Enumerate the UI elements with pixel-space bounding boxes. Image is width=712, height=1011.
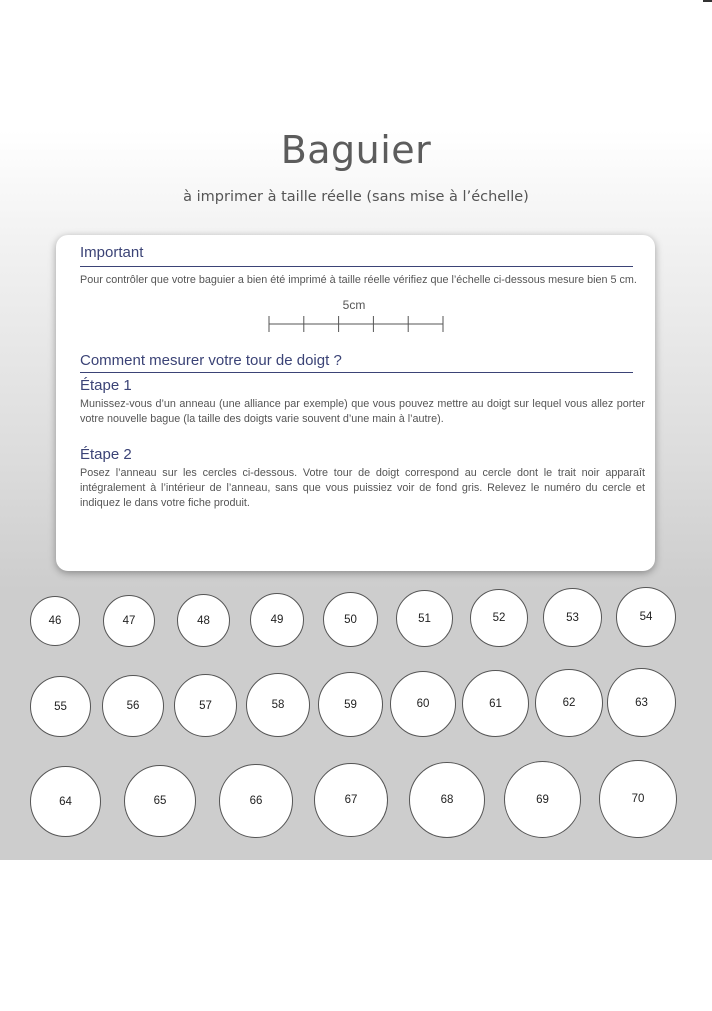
ring-size-circle: 50 (323, 592, 378, 647)
ring-size-circle: 51 (396, 590, 453, 647)
important-divider (80, 266, 633, 267)
scale-bar (268, 315, 444, 333)
ring-size-circle: 60 (390, 671, 456, 737)
corner-mark (703, 0, 712, 2)
ring-size-circle: 54 (616, 587, 676, 647)
scale-label: 5cm (342, 298, 366, 312)
ring-size-circle: 64 (30, 766, 101, 837)
ring-size-circle: 46 (30, 596, 80, 646)
ring-size-circle: 68 (409, 762, 485, 838)
ring-size-circle: 66 (219, 764, 293, 838)
page-title: Baguier (280, 128, 432, 172)
howto-divider (80, 372, 633, 373)
ring-size-circle: 47 (103, 595, 155, 647)
important-heading: Important (80, 244, 144, 261)
instructions-card (56, 235, 655, 571)
ring-size-circle: 49 (250, 593, 304, 647)
ring-size-circle: 63 (607, 668, 676, 737)
ring-size-circle: 62 (535, 669, 603, 737)
ring-size-circle: 48 (177, 594, 230, 647)
ring-size-circle: 57 (174, 674, 237, 737)
step1-title: Étape 1 (80, 377, 132, 394)
ring-size-circle: 70 (599, 760, 677, 838)
ring-size-circle: 55 (30, 676, 91, 737)
step2-text: Posez l’anneau sur les cercles ci-dessous. Votre tour de doigt correspond au cercle dont le trait noir apparaît intégralement à l’intérieur de l’anneau, sans que vous puissiez voir de fond gris. Relevez le numéro du cercle et indiquez le dans votre fiche produit. (80, 467, 645, 509)
important-text: Pour contrôler que votre baguier a bien été imprimé à taille réelle vérifiez que l’échelle ci-dessous mesure bien 5 cm. (80, 274, 637, 286)
howto-heading: Comment mesurer votre tour de doigt ? (80, 352, 342, 369)
ring-size-circle: 69 (504, 761, 581, 838)
page-subtitle: à imprimer à taille réelle (sans mise à l’échelle) (183, 189, 529, 205)
ring-size-circle: 58 (246, 673, 310, 737)
ring-size-circle: 65 (124, 765, 196, 837)
ring-size-circle: 61 (462, 670, 529, 737)
ring-size-circle: 52 (470, 589, 528, 647)
ring-size-circle: 56 (102, 675, 164, 737)
step2-title: Étape 2 (80, 446, 132, 463)
ring-size-circle: 67 (314, 763, 388, 837)
step1-text: Munissez-vous d’un anneau (une alliance par exemple) que vous pouvez mettre au doigt sur lequel vous allez porter votre nouvelle bague (la taille des doigts varie souvent d’une main à l’autre). (80, 398, 645, 425)
ring-size-circle: 53 (543, 588, 602, 647)
ring-size-circle: 59 (318, 672, 383, 737)
